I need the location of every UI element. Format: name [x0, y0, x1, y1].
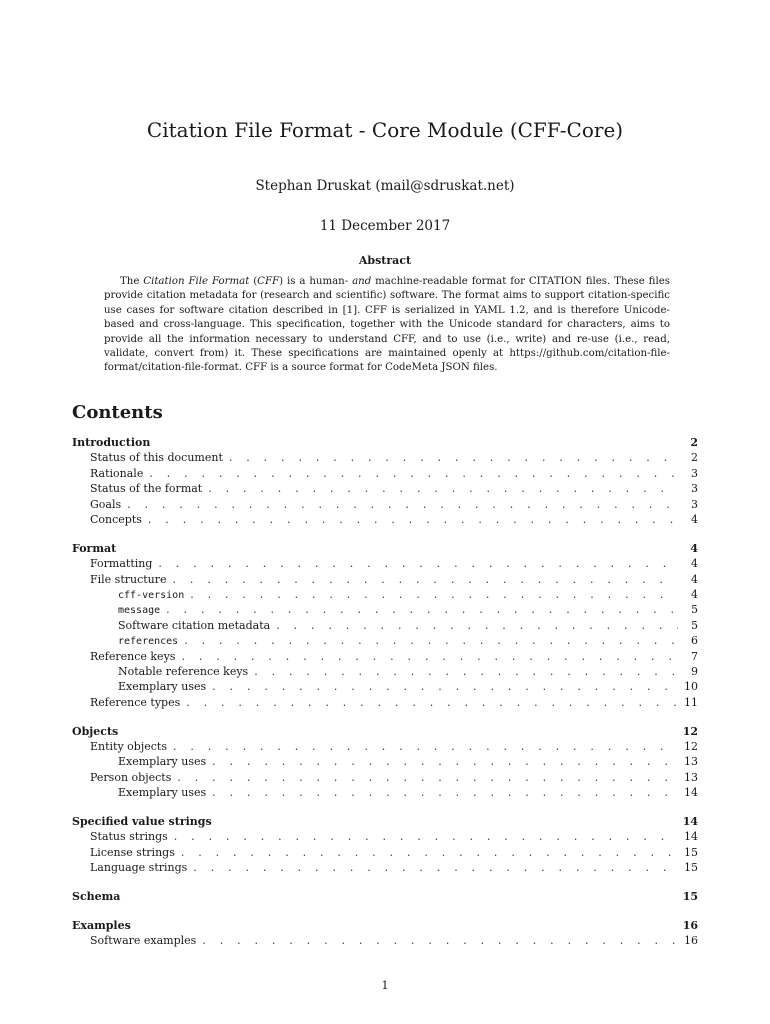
toc-section-title: Format [72, 541, 117, 555]
toc-leader-dots [186, 696, 678, 709]
toc-page-number: 3 [691, 482, 698, 496]
abstract-cff-abbr: CFF [257, 276, 280, 287]
toc-entry[interactable] [72, 740, 698, 755]
abstract-intro: The [120, 276, 144, 287]
abstract-paren-open: ( [249, 276, 258, 287]
toc-entry[interactable] [72, 680, 698, 695]
abstract-heading: Abstract [358, 254, 412, 267]
toc-section-title: Examples [72, 919, 131, 933]
toc-section [72, 725, 698, 802]
toc-entry-title: Status strings [90, 830, 168, 844]
toc-section [72, 919, 698, 950]
toc-entry[interactable] [72, 934, 698, 949]
abstract-and-word: and [352, 276, 372, 287]
abstract-text [104, 275, 670, 376]
toc-entry[interactable] [72, 665, 698, 680]
toc-page-number: 15 [684, 861, 698, 875]
document-author: Stephan Druskat (mail@sdruskat.net) [255, 178, 515, 194]
toc-section-title: Objects [72, 724, 119, 738]
contents-heading: Contents [72, 402, 163, 423]
toc-leader-dots [276, 619, 678, 632]
toc-entry[interactable] [72, 861, 698, 876]
toc-entry[interactable] [72, 498, 698, 513]
toc-leader-dots [177, 771, 678, 784]
toc-entry-title: License strings [90, 845, 175, 859]
table-of-contents [72, 436, 698, 963]
toc-page-number: 10 [684, 680, 698, 694]
toc-page-number: 14 [684, 830, 698, 844]
abstract-rest: machine-readable format for CITATION files. These files provide citation metadata for (research and scientific) software. The format aims to support citation-specific use cases for software citation described in [1]. CFF is serialized in YAML 1.2, and is therefore Unicode-based and cross-language. This specification, together with the Unicode standard for characters, aims to provide all the information necessary to understand CFF, and to use (i.e., write) and re-use (i.e., read, validate, convert from) it. These specifications are maintained openly at https://github.com/citation-file-format/citation-file-format. CFF is a source format for CodeMeta JSON files. [104, 276, 670, 374]
toc-entry-title: Entity objects [90, 740, 167, 754]
toc-entry-title: Status of this document [90, 451, 223, 465]
toc-page-number: 3 [691, 466, 698, 480]
toc-leader-dots [208, 482, 678, 495]
toc-page-number: 16 [682, 919, 698, 933]
toc-entry[interactable] [72, 482, 698, 497]
toc-entry[interactable] [72, 557, 698, 572]
document-date: 11 December 2017 [319, 218, 451, 234]
toc-leader-dots [127, 498, 678, 511]
toc-entry-title: Status of the format [90, 482, 203, 496]
toc-leader-dots [184, 634, 678, 647]
toc-leader-dots [202, 934, 678, 947]
toc-page-number: 12 [682, 724, 698, 738]
toc-page-number: 5 [691, 603, 698, 617]
toc-leader-dots [254, 665, 678, 678]
toc-section [72, 542, 698, 711]
toc-entry[interactable] [72, 634, 698, 649]
toc-entry[interactable] [72, 573, 698, 588]
toc-section [72, 436, 698, 528]
toc-leader-dots [193, 861, 678, 874]
toc-section-title: Specified value strings [72, 815, 212, 829]
toc-page-number: 7 [691, 649, 698, 663]
toc-page-number: 14 [684, 786, 698, 800]
toc-entry-title: Software examples [90, 934, 197, 948]
toc-entry-title: Notable reference keys [118, 664, 249, 678]
toc-entry-title: message [118, 605, 161, 617]
toc-page-number: 6 [691, 634, 698, 648]
toc-page-number: 15 [682, 890, 698, 904]
toc-entry-title: Reference types [90, 695, 181, 709]
toc-entry[interactable] [72, 451, 698, 466]
toc-section-title: Introduction [72, 436, 151, 449]
toc-leader-dots [173, 740, 678, 753]
toc-section-entry[interactable] [72, 919, 698, 934]
toc-entry-title: Concepts [90, 512, 142, 526]
toc-page-number: 4 [690, 541, 698, 555]
toc-section-entry[interactable] [72, 815, 698, 830]
toc-page-number: 12 [684, 740, 698, 754]
toc-entry-title: Exemplary uses [118, 786, 207, 800]
toc-section-entry[interactable] [72, 890, 698, 905]
toc-leader-dots [174, 830, 678, 843]
toc-leader-dots [173, 573, 678, 586]
toc-entry[interactable] [72, 588, 698, 603]
toc-section-title: Schema [72, 890, 121, 904]
toc-entry-title: File structure [90, 572, 167, 586]
toc-leader-dots [229, 451, 678, 464]
toc-section [72, 815, 698, 877]
toc-leader-dots [166, 603, 678, 616]
toc-page-number: 13 [684, 770, 698, 784]
toc-entry-title: cff-version [118, 590, 185, 602]
toc-page-number: 16 [684, 934, 698, 948]
toc-entry-title: Software citation metadata [118, 618, 271, 632]
toc-entry[interactable] [72, 830, 698, 845]
toc-leader-dots [212, 680, 678, 693]
abstract-cff-name: Citation File Format [143, 276, 250, 287]
toc-section-entry[interactable] [72, 542, 698, 557]
abstract-paren-close: ) is a human- [279, 276, 353, 287]
toc-page-number: 15 [684, 845, 698, 859]
toc-page-number: 4 [691, 557, 698, 571]
toc-page-number: 13 [684, 755, 698, 769]
toc-page-number: 2 [691, 451, 698, 465]
toc-page-number: 2 [690, 436, 698, 449]
toc-page-number: 4 [691, 512, 698, 526]
toc-page-number: 5 [691, 618, 698, 632]
toc-leader-dots [148, 513, 678, 526]
toc-entry-title: Person objects [90, 770, 172, 784]
toc-entry[interactable] [72, 696, 698, 711]
toc-entry[interactable] [72, 467, 698, 482]
toc-entry-title: references [118, 636, 179, 648]
toc-leader-dots [181, 650, 678, 663]
toc-section [72, 890, 698, 905]
toc-leader-dots [190, 588, 678, 601]
toc-entry[interactable] [72, 513, 698, 528]
toc-entry-title: Exemplary uses [118, 755, 207, 769]
toc-page-number: 9 [691, 664, 698, 678]
toc-entry-title: Goals [90, 497, 122, 511]
toc-entry-title: Language strings [90, 861, 188, 875]
toc-entry-title: Exemplary uses [118, 680, 207, 694]
toc-page-number: 11 [684, 695, 698, 709]
toc-leader-dots [181, 846, 678, 859]
toc-entry-title: Reference keys [90, 649, 176, 663]
toc-leader-dots [149, 467, 678, 480]
toc-entry[interactable] [72, 755, 698, 770]
toc-page-number: 4 [691, 572, 698, 586]
page-number: 1 [381, 979, 389, 992]
toc-page-number: 4 [691, 588, 698, 602]
toc-leader-dots [158, 557, 678, 570]
toc-entry[interactable] [72, 619, 698, 634]
toc-page-number: 14 [682, 815, 698, 829]
document-title: Citation File Format - Core Module (CFF-Core) [146, 118, 624, 142]
toc-leader-dots [212, 755, 678, 768]
toc-section-entry[interactable] [72, 436, 698, 451]
toc-entry[interactable] [72, 603, 698, 618]
toc-entry[interactable] [72, 846, 698, 861]
toc-section-entry[interactable] [72, 725, 698, 740]
toc-page-number: 3 [691, 497, 698, 511]
toc-leader-dots [212, 786, 678, 799]
toc-entry-title: Formatting [90, 557, 153, 571]
toc-entry[interactable] [72, 650, 698, 665]
toc-entry-title: Rationale [90, 466, 144, 480]
toc-entry[interactable] [72, 786, 698, 801]
toc-entry[interactable] [72, 771, 698, 786]
